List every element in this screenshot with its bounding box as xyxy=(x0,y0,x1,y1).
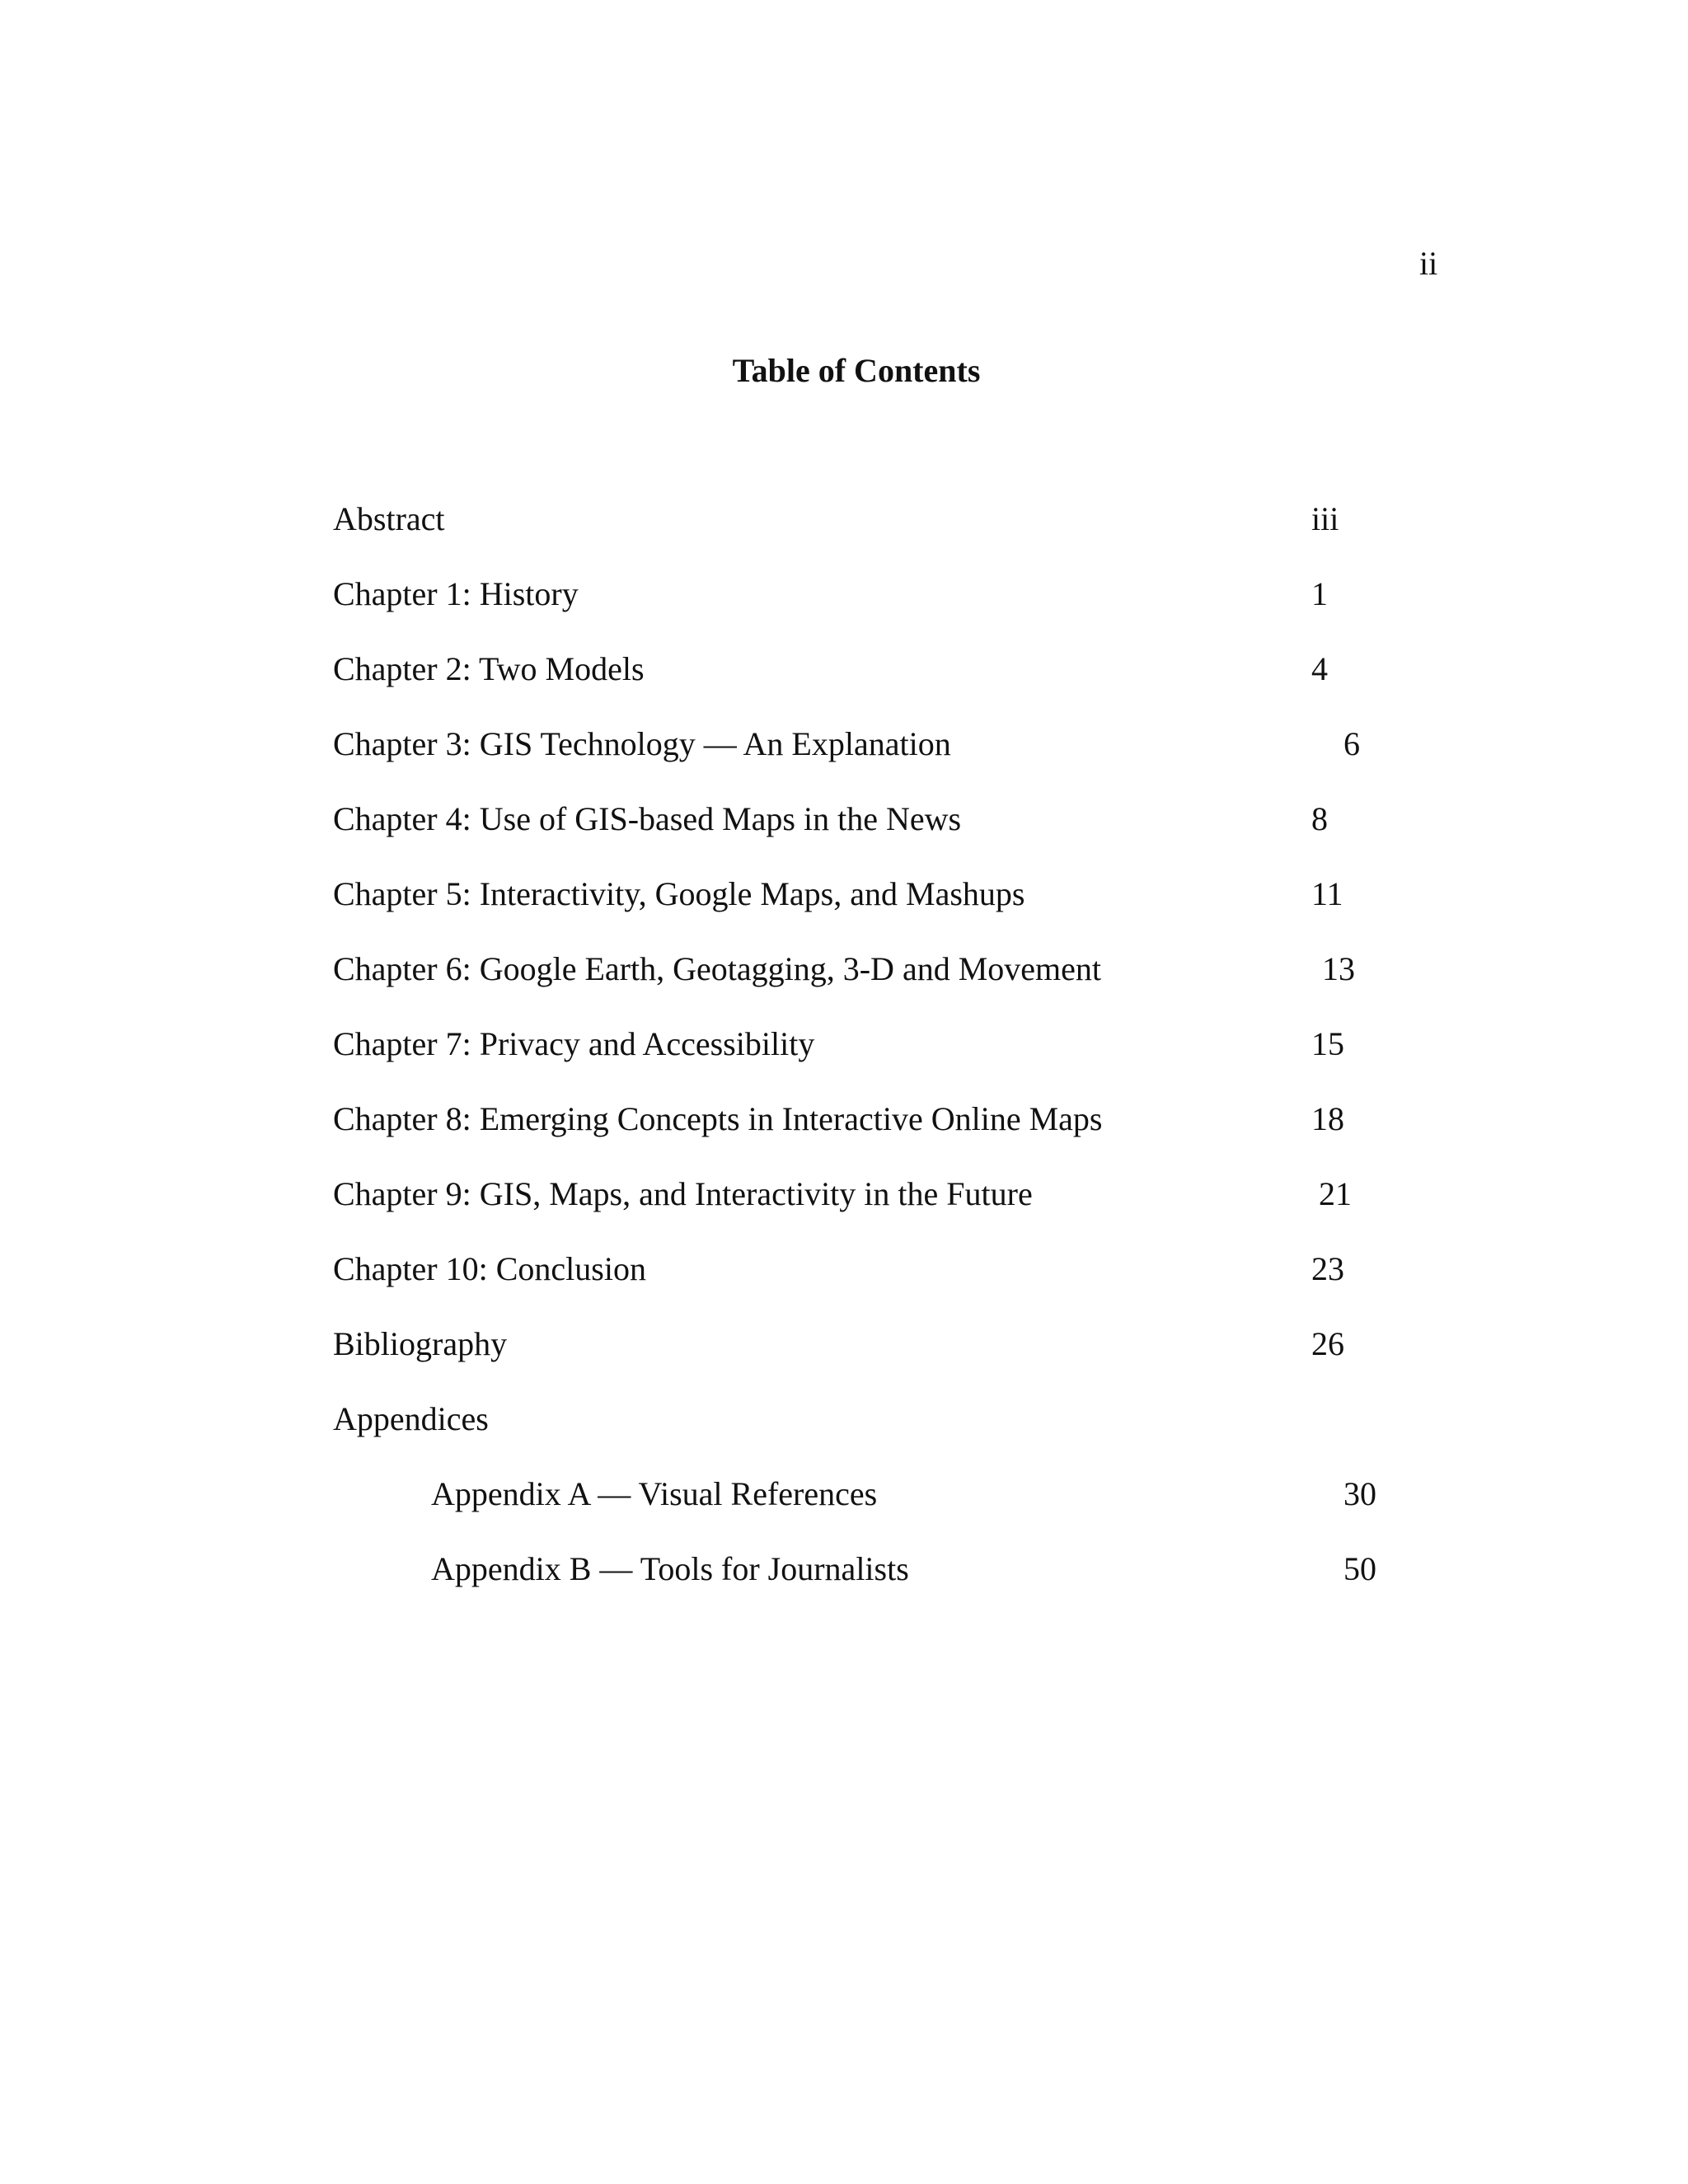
toc-entry-chapter-8 xyxy=(0,1096,1688,1146)
toc-entry-page: 11 xyxy=(1311,875,1343,912)
toc-entry-label: Bibliography xyxy=(333,1325,508,1362)
toc-entry-chapter-9 xyxy=(0,1171,1688,1221)
toc-entry-bibliography xyxy=(0,1321,1688,1371)
toc-entry-page: 50 xyxy=(1343,1550,1376,1587)
toc-entry-label: Chapter 8: Emerging Concepts in Interactive Online Maps xyxy=(333,1100,1103,1137)
toc-entry-chapter-3 xyxy=(0,721,1688,771)
toc-entry-label: Chapter 10: Conclusion xyxy=(333,1250,646,1287)
toc-entry-page: 26 xyxy=(1311,1325,1344,1362)
toc-entry-label: Chapter 5: Interactivity, Google Maps, and Mashups xyxy=(333,875,1025,912)
toc-entry-appendix-a xyxy=(0,1471,1688,1521)
toc-entry-chapter-6 xyxy=(0,946,1688,996)
toc-entry-page: 13 xyxy=(1322,950,1355,987)
toc-entry-chapter-10 xyxy=(0,1246,1688,1296)
toc-entry-label: Chapter 6: Google Earth, Geotagging, 3-D and Movement xyxy=(333,950,1101,987)
toc-entry-label: Chapter 9: GIS, Maps, and Interactivity in the Future xyxy=(333,1175,1033,1212)
toc-entry-page: 23 xyxy=(1311,1250,1344,1287)
page-title: Table of Contents xyxy=(732,352,981,389)
toc-entry-chapter-7 xyxy=(0,1021,1688,1071)
toc-entry-chapter-5 xyxy=(0,871,1688,921)
toc-entry-page: 30 xyxy=(1343,1475,1376,1512)
toc-entry-label: Chapter 3: GIS Technology — An Explanation xyxy=(333,725,951,762)
toc-entry-label: Chapter 7: Privacy and Accessibility xyxy=(333,1025,815,1062)
toc-entry-page: 1 xyxy=(1311,575,1328,612)
toc-entry-abstract xyxy=(0,496,1688,546)
toc-entry-page: 4 xyxy=(1311,650,1328,687)
toc-entry-page: 8 xyxy=(1311,800,1328,837)
toc-entry-label: Appendix B — Tools for Journalists xyxy=(431,1550,909,1587)
toc-entry-page: iii xyxy=(1311,500,1339,537)
toc-entry-page: 15 xyxy=(1311,1025,1344,1062)
toc-entry-label: Chapter 2: Two Models xyxy=(333,650,645,687)
toc-entry-page: 18 xyxy=(1311,1100,1344,1137)
toc-entry-label: Appendix A — Visual References xyxy=(431,1475,878,1512)
toc-entry-appendices xyxy=(0,1396,1688,1446)
toc-entry-chapter-1 xyxy=(0,571,1688,621)
toc-entry-chapter-2 xyxy=(0,646,1688,696)
toc-entry-label: Chapter 4: Use of GIS-based Maps in the News xyxy=(333,800,962,837)
toc-entry-label: Abstract xyxy=(333,500,445,537)
toc-entry-chapter-4 xyxy=(0,796,1688,846)
toc-entry-label: Appendices xyxy=(333,1400,489,1437)
toc-entry-label: Chapter 1: History xyxy=(333,575,579,612)
toc-entry-page: 6 xyxy=(1343,725,1360,762)
page-number: ii xyxy=(1419,245,1438,282)
toc-entry-appendix-b xyxy=(0,1546,1688,1596)
toc-entry-page: 21 xyxy=(1319,1175,1352,1212)
